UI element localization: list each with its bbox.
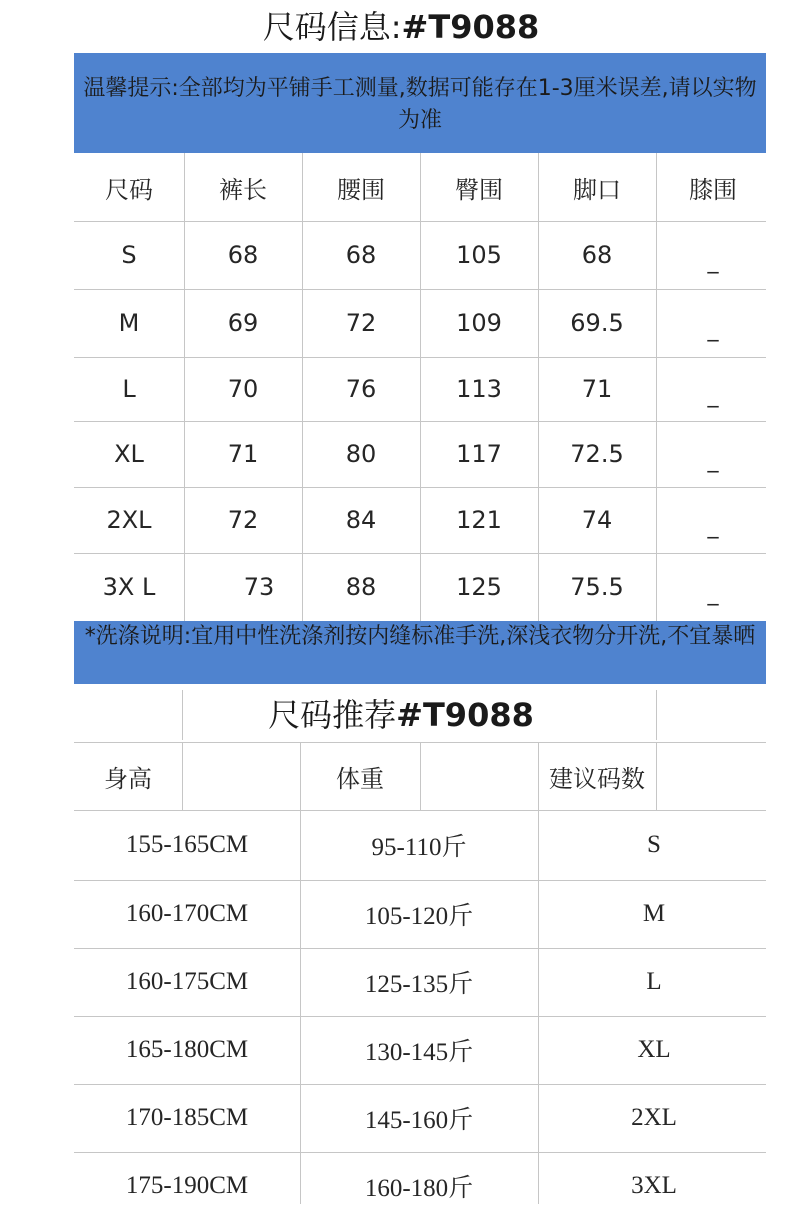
table-cell: 165-180CM bbox=[125, 1036, 249, 1063]
table-cell: _ bbox=[707, 248, 719, 274]
table-cell: 121 bbox=[456, 506, 502, 534]
table-cell: 70 bbox=[227, 375, 259, 403]
table-cell: 175-190CM bbox=[125, 1172, 249, 1199]
table-cell: 71 bbox=[581, 375, 613, 403]
table-cell: 125 bbox=[456, 573, 502, 601]
measurement-tip-banner: 温馨提示:全部均为平铺手工测量,数据可能存在1-3厘米误差,请以实物为准 bbox=[74, 53, 766, 153]
table-column-divider bbox=[182, 690, 183, 740]
table-cell: 160-180斤 bbox=[364, 1175, 474, 1202]
table-cell: XL bbox=[637, 1036, 671, 1063]
column-header: 膝围 bbox=[689, 175, 737, 204]
table-cell: 145-160斤 bbox=[364, 1107, 474, 1134]
table-cell: 84 bbox=[345, 506, 377, 534]
column-header: 腰围 bbox=[337, 175, 385, 204]
table-cell: 160-170CM bbox=[125, 900, 249, 927]
table-cell: 88 bbox=[345, 573, 377, 601]
table-cell: 72.5 bbox=[570, 440, 624, 468]
column-header: 体重 bbox=[336, 764, 384, 793]
table-cell: _ bbox=[707, 513, 719, 539]
column-header: 建议码数 bbox=[549, 764, 645, 793]
wash-note-banner: *洗涤说明:宜用中性洗涤剂按内缝标准手洗,深浅衣物分开洗,不宜暴晒 bbox=[74, 621, 766, 684]
table-cell: 160-175CM bbox=[125, 968, 249, 995]
table-cell: _ bbox=[707, 382, 719, 408]
table-cell: 170-185CM bbox=[125, 1104, 249, 1131]
table-cell: 74 bbox=[581, 506, 613, 534]
table-cell: M bbox=[642, 900, 666, 927]
column-header: 臀围 bbox=[455, 175, 503, 204]
size-label: 3X L bbox=[102, 573, 156, 601]
table-cell: _ bbox=[707, 447, 719, 473]
column-header: 身高 bbox=[104, 764, 152, 793]
table-column-divider bbox=[420, 742, 421, 810]
table-cell: 69 bbox=[227, 309, 259, 337]
table-cell: 3XL bbox=[631, 1172, 677, 1199]
table-cell: 155-165CM bbox=[125, 831, 249, 858]
table-column-divider bbox=[656, 742, 657, 810]
table-cell: _ bbox=[707, 580, 719, 606]
table-cell: 68 bbox=[581, 241, 613, 269]
size-info-title bbox=[0, 2, 802, 48]
table-cell: 68 bbox=[345, 241, 377, 269]
size-info-title-text: 尺码信息: bbox=[262, 8, 402, 46]
size-label: 2XL bbox=[106, 506, 152, 534]
table-cell: 2XL bbox=[631, 1104, 677, 1131]
table-cell: 72 bbox=[345, 309, 377, 337]
size-recommend-title bbox=[0, 690, 802, 736]
table-cell: S bbox=[647, 831, 661, 858]
table-cell: _ bbox=[707, 316, 719, 342]
size-recommend-title-code: #T9088 bbox=[396, 696, 534, 734]
table-cell: 105 bbox=[456, 241, 502, 269]
table-cell: L bbox=[646, 968, 662, 995]
table-cell: 130-145斤 bbox=[364, 1039, 474, 1066]
size-label: M bbox=[118, 309, 140, 337]
table-cell: 71 bbox=[227, 440, 259, 468]
size-info-title-code: #T9088 bbox=[401, 8, 540, 46]
table-cell: 72 bbox=[227, 506, 259, 534]
table-column-divider bbox=[656, 690, 657, 740]
column-header: 裤长 bbox=[219, 175, 267, 204]
table-cell: 95-110斤 bbox=[371, 834, 467, 861]
table-cell: 117 bbox=[456, 440, 502, 468]
table-cell: 69.5 bbox=[570, 309, 624, 337]
table-cell: 113 bbox=[456, 375, 502, 403]
table-column-divider bbox=[182, 742, 183, 810]
table-cell: 80 bbox=[345, 440, 377, 468]
table-cell: 68 bbox=[227, 241, 259, 269]
table-cell: 125-135斤 bbox=[364, 971, 474, 998]
table-cell: 73 bbox=[243, 573, 275, 601]
table-cell: 76 bbox=[345, 375, 377, 403]
size-label: L bbox=[122, 375, 136, 403]
table-cell: 105-120斤 bbox=[364, 903, 474, 930]
size-recommend-title-text: 尺码推荐 bbox=[268, 696, 397, 734]
table-cell: 109 bbox=[456, 309, 502, 337]
size-label: XL bbox=[114, 440, 144, 468]
column-header: 尺码 bbox=[105, 175, 153, 204]
size-label: S bbox=[121, 241, 137, 269]
table-cell: 75.5 bbox=[570, 573, 624, 601]
column-header: 脚口 bbox=[573, 175, 621, 204]
